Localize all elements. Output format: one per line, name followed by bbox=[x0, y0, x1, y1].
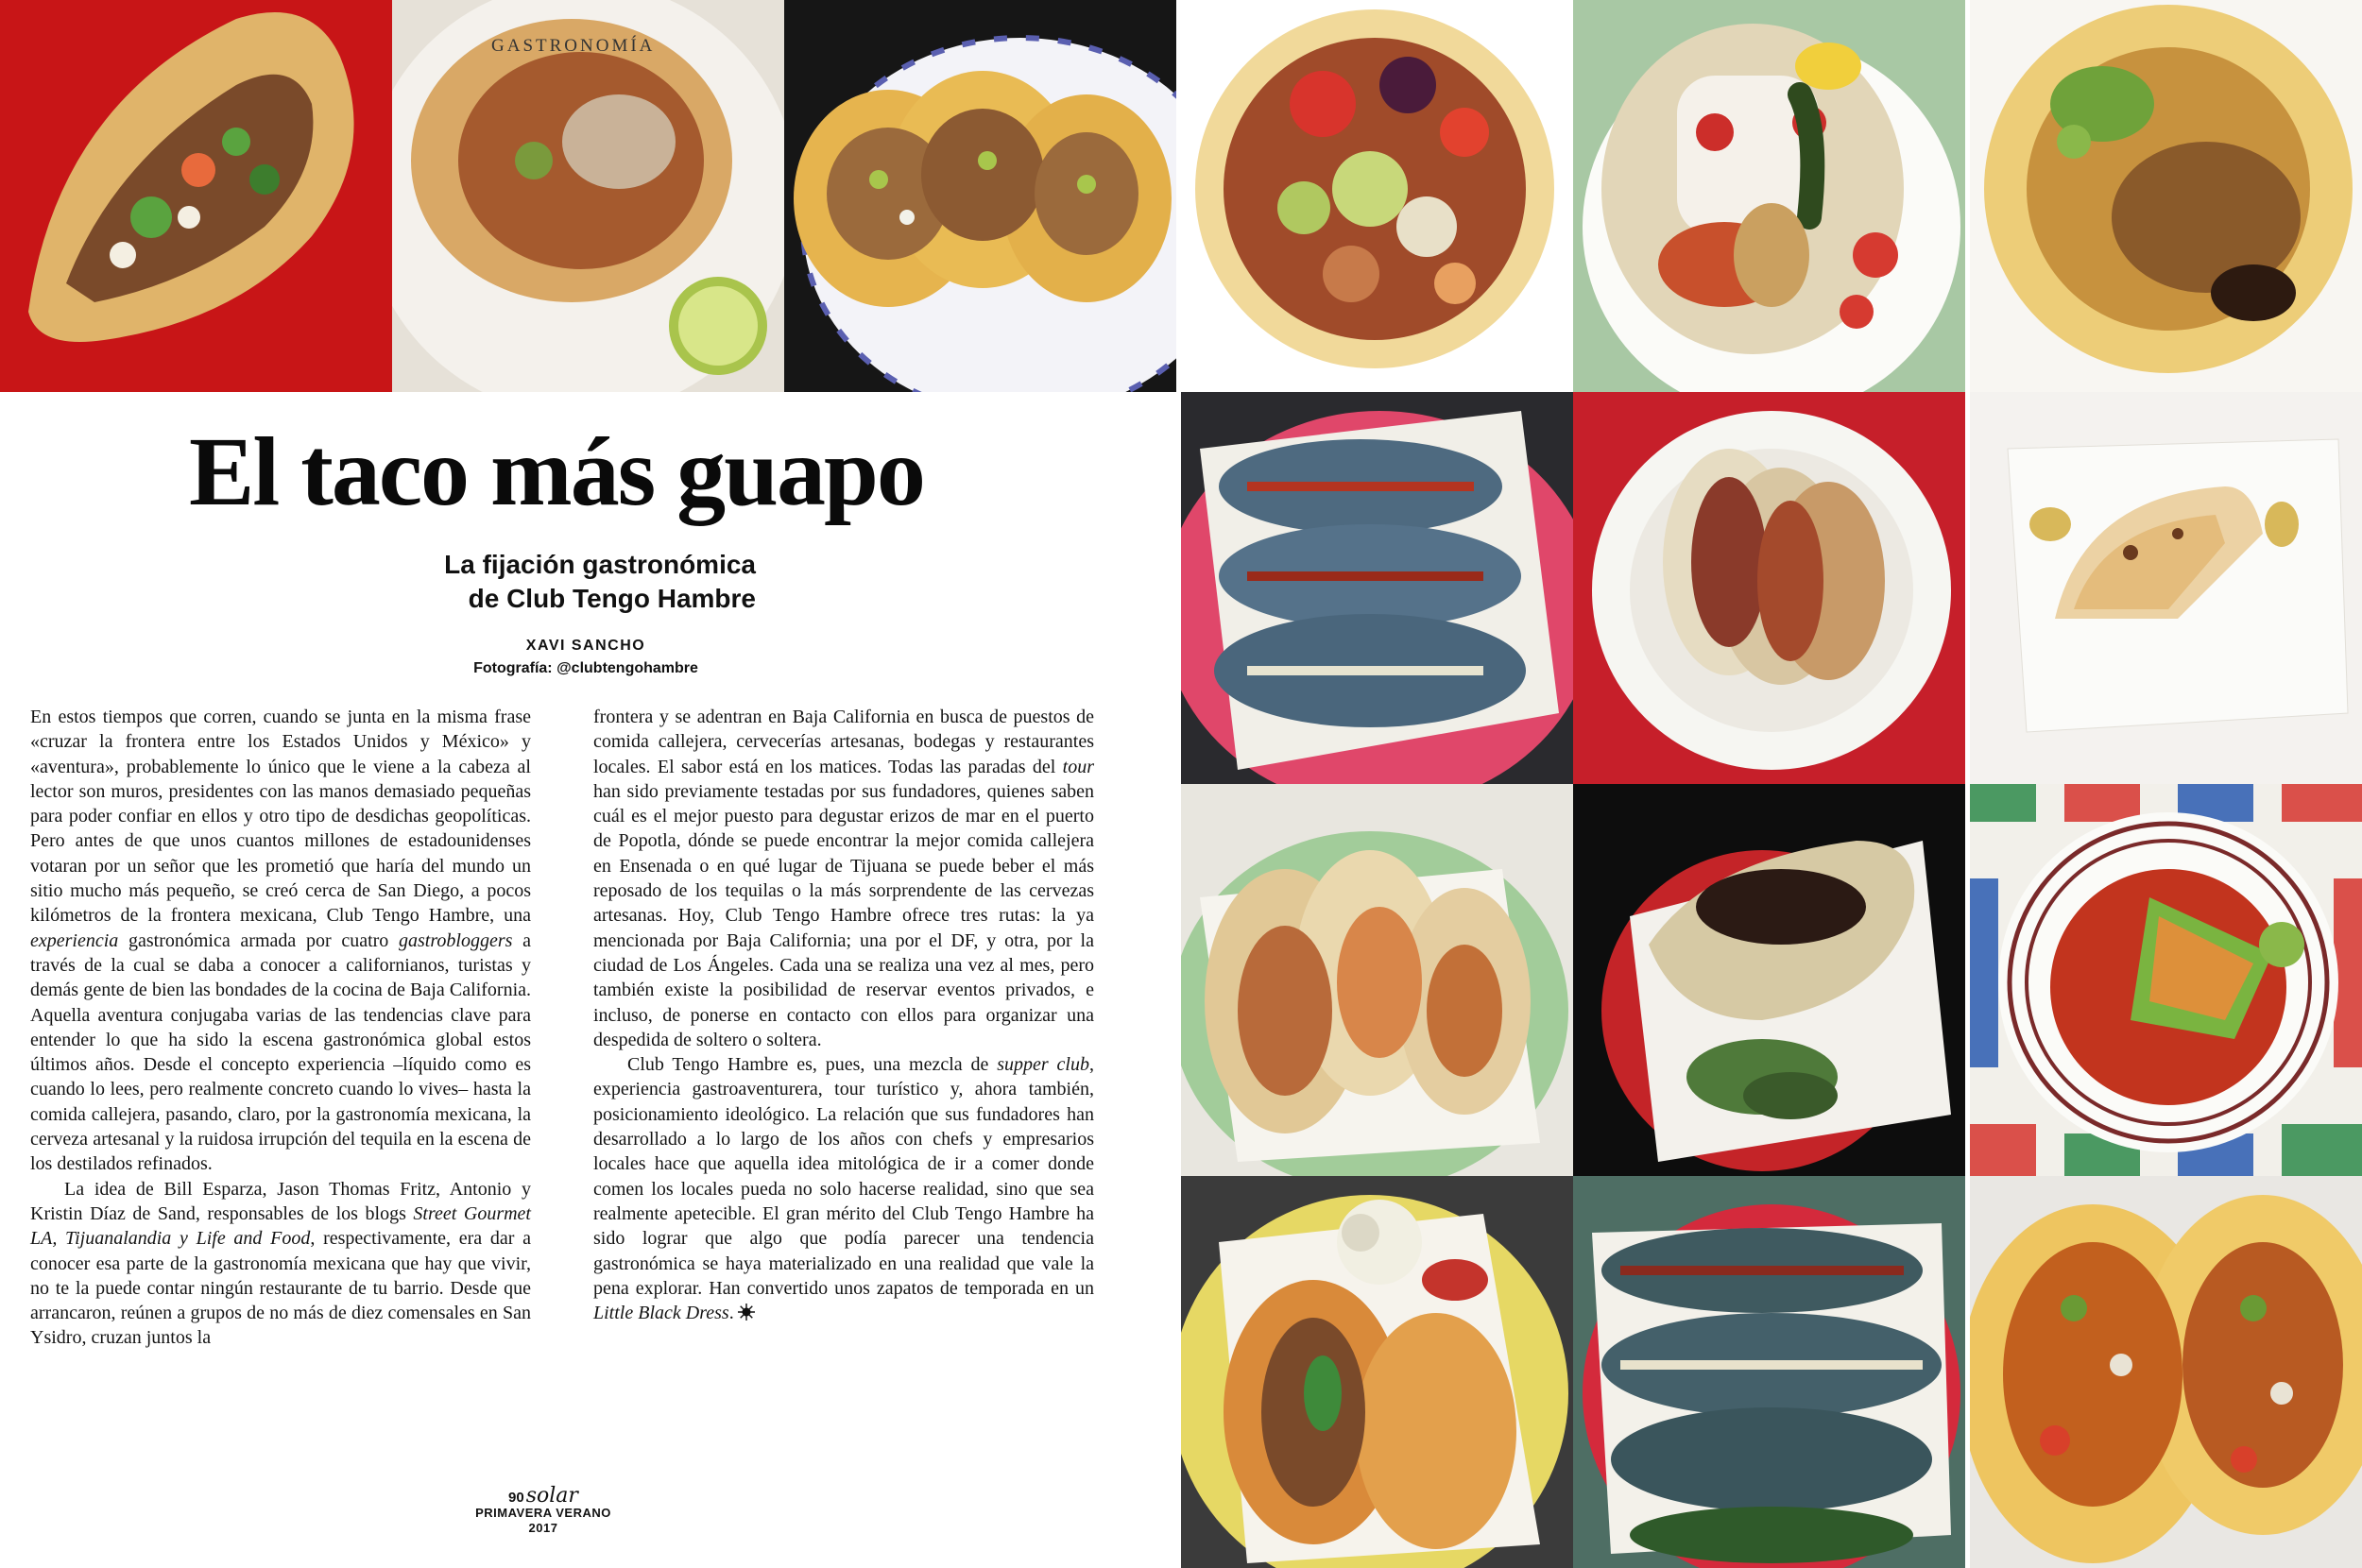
magazine-logo: solar bbox=[525, 1484, 578, 1508]
taco-with-chiles-on-red-plate-illustration bbox=[1573, 784, 1965, 1176]
quesadilla-on-paper-illustration bbox=[1970, 392, 2362, 784]
body-paragraph: La idea de Bill Esparza, Jason Thomas Fritz, Antonio y Kristin Díaz de Sand, responsables de los blogs Street Gourmet LA, Tijuanalandia y Life and Food, respectivamente, era dar a conocer esa parte de la gastronomía mexicana que hay que vivir, no te la puede contar ningún restaurante de tu barrio. Desde que arrancaron, reúnen a grupos de no más de diez comensales en San Ysidro, cruzan juntos la bbox=[30, 1178, 531, 1349]
taco-photo-8 bbox=[1573, 392, 1965, 784]
body-column-2 bbox=[593, 705, 1094, 1325]
fish-taco-with-pepper-illustration bbox=[1573, 0, 1965, 392]
blue-corn-quesadillas-illustration bbox=[1181, 392, 1573, 784]
photo-credit: Fotografía: @clubtengohambre bbox=[473, 660, 698, 676]
taco-photo-4 bbox=[1181, 0, 1573, 392]
body-paragraph: Club Tengo Hambre es, pues, una mezcla de supper club, experiencia gastroaventurera, tour turístico y, ahora también, posicionamiento ideológico. La relación que sus fundadores han desarrollado a lo largo de los años con chefs y empresarios locales hace que aquella idea mitológica de ir a comer donde comen los locales pueda no solo hacerse realidad, sino que sea realmente apetecible. El gran mérito del Club Tengo Hambre ha sido lograr que algo que podía parecer una tendencia gastronómica se haya materializado en una realidad que vale la pena explorar. Han convertido unos zapatos de temporada en un Little Black Dress. bbox=[593, 1054, 1094, 1324]
article-subtitle bbox=[416, 548, 756, 616]
section-label: GASTRONOMÍA bbox=[491, 36, 656, 56]
taco-photo-7 bbox=[1181, 392, 1573, 784]
body-paragraph: frontera y se adentran en Baja California en busca de puestos de comida callejera, cervecerías artesanas, bodegas y restaurantes locales. El sabor está en los matices. Todas las paradas del tour han sido previamente testadas por sus fundadores, quienes saben cuál es el mejor puesto para degustar erizos de mar en el puerto de Popotla, dónde se puede encontrar la mejor comida callejera en Ensenada o en qué lugar de Tijuana se puede beber el más reposado de los tequilas o la más sorprendente de las cervezas artesanas. Hoy, Club Tengo Hambre ofrece tres rutas: la ya mencionada por Baja California; una por el DF, y otra, por la ciudad de Los Ángeles. Cada una se realiza una vez al mes, pero también existe la posibilidad de reservar eventos privados, e incluso, de ponerse en contacto con ellos para organizar una despedida de soltero o soltera. bbox=[593, 707, 1094, 1050]
tacos-with-cauliflower-on-yellow-plate-illustration bbox=[1181, 1176, 1573, 1568]
taco-with-green-salsa-illustration bbox=[1970, 0, 2362, 392]
taco-photo-14 bbox=[1573, 1176, 1965, 1568]
subtitle-line-1: La fijación gastronómica bbox=[444, 550, 756, 579]
consome-bowl-on-tile-illustration bbox=[1970, 784, 2362, 1176]
taco-photo-3 bbox=[784, 0, 1176, 392]
page-folio bbox=[472, 1484, 614, 1536]
body-column-1 bbox=[30, 705, 531, 1351]
article-title: El taco más guapo bbox=[189, 418, 924, 526]
taco-photo-13 bbox=[1181, 1176, 1573, 1568]
taco-photo-1 bbox=[0, 0, 392, 392]
taco-photo-5 bbox=[1573, 0, 1965, 392]
folded-taco-on-red-illustration bbox=[0, 0, 392, 392]
taco-photo-15 bbox=[1970, 1176, 2362, 1568]
taco-photo-2 bbox=[392, 0, 784, 392]
taco-photo-10 bbox=[1181, 784, 1573, 1176]
three-tacos-on-plate-illustration bbox=[784, 0, 1176, 392]
byline bbox=[416, 635, 756, 680]
pastor-tacos-illustration bbox=[1970, 1176, 2362, 1568]
page-number: 90 bbox=[508, 1490, 524, 1506]
issue-season: PRIMAVERA VERANO 2017 bbox=[475, 1506, 611, 1535]
taco-photo-6 bbox=[1970, 0, 2362, 392]
body-paragraph: En estos tiempos que corren, cuando se junta en la misma frase «cruzar la frontera entre los Estados Unidos y México» y «aventura», probablemente lo único que le viene a la cabeza al lector son muros, presidentes con las manos demasiado pequeñas para poder confiar en ellos y otro tipo de desdichas geopolíticas. Pero antes de que unos cuantos millones de estadounidenses votaran por un señor que les prometió que haría del mundo un sitio mucho más pequeño, se creó cerca de San Diego, a pocos kilómetros de la frontera mexicana, Club Tengo Hambre, una experiencia gastronómica armada por cuatro gastrobloggers a través de la cual se daba a conocer a californianos, turistas y demás gente de bien las bondades de la cocina de Baja California. Aquella aventura conjugaba varias de las tendencias clave para entender lo que ha sido la escena gastronómica global estos últimos años. Desde el concepto experiencia –líquido como es cuando lo lees, pero realmente concreto cuando lo vives– hasta la comida callejera, pasando, claro, por la gastronomía mexicana, la cerveza artesanal y la ruidosa irrupción del tequila en la escena de los destilados refinados. bbox=[30, 707, 531, 1175]
taco-photo-9 bbox=[1970, 392, 2362, 784]
tacos-on-white-plate-illustration bbox=[1573, 392, 1965, 784]
taco-photo-12 bbox=[1970, 784, 2362, 1176]
loaded-taco-illustration bbox=[1181, 0, 1573, 392]
author-name: XAVI SANCHO bbox=[525, 638, 646, 654]
taco-with-lime-illustration bbox=[392, 0, 784, 392]
stacked-tacos-on-green-plate-illustration bbox=[1181, 784, 1573, 1176]
end-mark-sun-icon bbox=[738, 1304, 755, 1321]
subtitle-line-2: de Club Tengo Hambre bbox=[468, 584, 756, 613]
taco-photo-11 bbox=[1573, 784, 1965, 1176]
blue-tlacoyos-on-red-plate-illustration bbox=[1573, 1176, 1965, 1568]
